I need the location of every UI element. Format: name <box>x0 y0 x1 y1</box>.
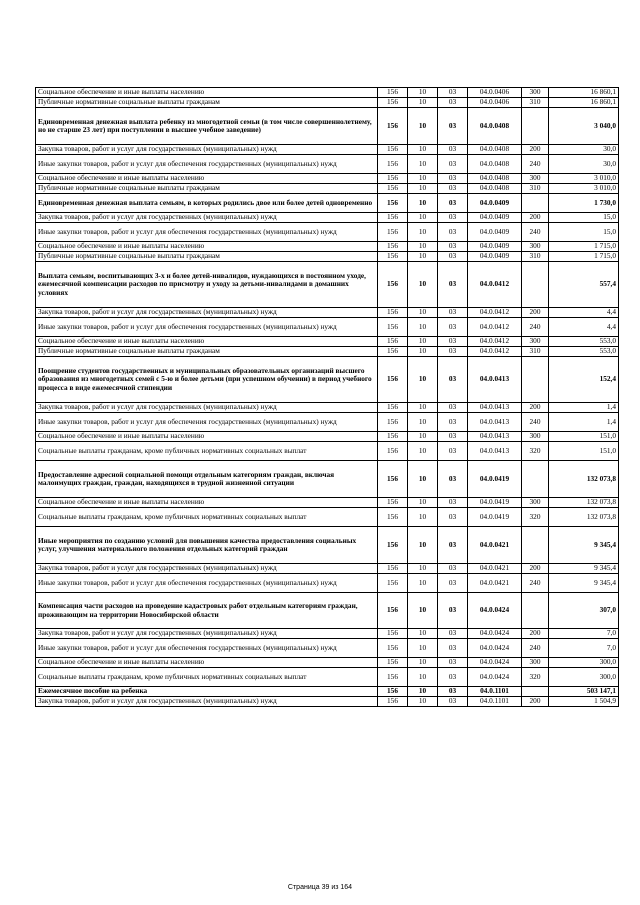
row-vr-code: 300 <box>522 242 549 252</box>
table-row <box>36 564 619 574</box>
row-vr-code: 200 <box>522 697 549 707</box>
table-row-section <box>36 357 619 403</box>
row-pr-code: 03 <box>438 564 468 574</box>
row-pr-code: 03 <box>438 593 468 629</box>
row-pr-code: 03 <box>438 461 468 498</box>
row-sum: 151,0 <box>549 442 619 461</box>
row-vr-code: 310 <box>522 252 549 262</box>
row-sum: 1 504,9 <box>549 697 619 707</box>
budget-table <box>35 87 619 707</box>
row-gr-code: 156 <box>378 658 408 668</box>
row-vr-code: 320 <box>522 668 549 687</box>
row-name: Публичные нормативные социальные выплаты гражданам <box>36 184 378 194</box>
row-pr-code: 03 <box>438 308 468 318</box>
row-vr-code: 200 <box>522 564 549 574</box>
row-gr-code: 156 <box>378 337 408 347</box>
row-sum: 1 715,0 <box>549 242 619 252</box>
row-rz-code: 10 <box>408 337 438 347</box>
row-pr-code: 03 <box>438 658 468 668</box>
row-name: Закупка товаров, работ и услуг для государственных (муниципальных) нужд <box>36 145 378 155</box>
row-vr-code: 310 <box>522 184 549 194</box>
row-csr-code: 04.0.0421 <box>468 574 522 593</box>
table-row <box>36 432 619 442</box>
row-sum: 300,0 <box>549 668 619 687</box>
row-sum: 16 860,1 <box>549 88 619 98</box>
row-pr-code: 03 <box>438 194 468 213</box>
row-name: Социальное обеспечение и иные выплаты населению <box>36 174 378 184</box>
row-csr-code: 04.0.0424 <box>468 593 522 629</box>
row-vr-code: 320 <box>522 508 549 527</box>
row-sum: 9 345,4 <box>549 564 619 574</box>
row-gr-code: 156 <box>378 403 408 413</box>
row-rz-code: 10 <box>408 145 438 155</box>
table-row <box>36 442 619 461</box>
row-sum: 1 730,0 <box>549 194 619 213</box>
row-sum: 1,4 <box>549 403 619 413</box>
table-row-section <box>36 262 619 308</box>
row-pr-code: 03 <box>438 413 468 432</box>
row-rz-code: 10 <box>408 527 438 564</box>
row-rz-code: 10 <box>408 155 438 174</box>
row-pr-code: 03 <box>438 155 468 174</box>
row-pr-code: 03 <box>438 88 468 98</box>
row-csr-code: 04.0.0409 <box>468 223 522 242</box>
row-csr-code: 04.0.1101 <box>468 697 522 707</box>
row-rz-code: 10 <box>408 697 438 707</box>
row-vr-code: 310 <box>522 347 549 357</box>
row-rz-code: 10 <box>408 413 438 432</box>
row-rz-code: 10 <box>408 308 438 318</box>
row-gr-code: 156 <box>378 498 408 508</box>
row-name: Социальные выплаты гражданам, кроме публичных нормативных социальных выплат <box>36 442 378 461</box>
row-name: Социальные выплаты гражданам, кроме публичных нормативных социальных выплат <box>36 508 378 527</box>
row-sum: 30,0 <box>549 145 619 155</box>
row-gr-code: 156 <box>378 347 408 357</box>
row-pr-code: 03 <box>438 262 468 308</box>
row-gr-code: 156 <box>378 174 408 184</box>
row-vr-code: 240 <box>522 155 549 174</box>
row-vr-code <box>522 461 549 498</box>
row-pr-code: 03 <box>438 184 468 194</box>
row-csr-code: 04.0.0412 <box>468 337 522 347</box>
row-gr-code: 156 <box>378 461 408 498</box>
row-sum: 3 040,0 <box>549 108 619 145</box>
row-pr-code: 03 <box>438 174 468 184</box>
row-gr-code: 156 <box>378 574 408 593</box>
row-sum: 30,0 <box>549 155 619 174</box>
row-sum: 1,4 <box>549 413 619 432</box>
row-csr-code: 04.0.0412 <box>468 347 522 357</box>
row-csr-code: 04.0.0419 <box>468 461 522 498</box>
row-gr-code: 156 <box>378 687 408 697</box>
row-pr-code: 03 <box>438 98 468 108</box>
row-sum: 4,4 <box>549 308 619 318</box>
row-gr-code: 156 <box>378 318 408 337</box>
row-csr-code: 04.0.0409 <box>468 194 522 213</box>
table-row <box>36 639 619 658</box>
row-rz-code: 10 <box>408 252 438 262</box>
row-csr-code: 04.0.0408 <box>468 108 522 145</box>
row-vr-code: 240 <box>522 639 549 658</box>
row-vr-code: 310 <box>522 98 549 108</box>
row-pr-code: 03 <box>438 697 468 707</box>
row-name: Закупка товаров, работ и услуг для государственных (муниципальных) нужд <box>36 697 378 707</box>
row-csr-code: 04.0.0408 <box>468 155 522 174</box>
row-name: Иные закупки товаров, работ и услуг для обеспечения государственных (муниципальных) нужд <box>36 639 378 658</box>
row-gr-code: 156 <box>378 242 408 252</box>
row-rz-code: 10 <box>408 184 438 194</box>
row-name: Иные закупки товаров, работ и услуг для обеспечения государственных (муниципальных) нужд <box>36 155 378 174</box>
row-csr-code: 04.0.0413 <box>468 413 522 432</box>
table-row <box>36 155 619 174</box>
row-pr-code: 03 <box>438 498 468 508</box>
row-vr-code <box>522 527 549 564</box>
row-csr-code: 04.0.0424 <box>468 668 522 687</box>
row-pr-code: 03 <box>438 242 468 252</box>
row-name: Иные закупки товаров, работ и услуг для обеспечения государственных (муниципальных) нужд <box>36 413 378 432</box>
table-row <box>36 223 619 242</box>
row-vr-code <box>522 357 549 403</box>
row-pr-code: 03 <box>438 574 468 593</box>
row-rz-code: 10 <box>408 223 438 242</box>
row-name: Публичные нормативные социальные выплаты гражданам <box>36 347 378 357</box>
row-pr-code: 03 <box>438 432 468 442</box>
row-sum: 553,0 <box>549 337 619 347</box>
table-row <box>36 697 619 707</box>
row-vr-code <box>522 262 549 308</box>
row-csr-code: 04.0.0406 <box>468 88 522 98</box>
row-pr-code: 03 <box>438 252 468 262</box>
row-csr-code: 04.0.1101 <box>468 687 522 697</box>
row-name: Социальное обеспечение и иные выплаты населению <box>36 658 378 668</box>
table-row <box>36 88 619 98</box>
row-vr-code <box>522 108 549 145</box>
row-gr-code: 156 <box>378 413 408 432</box>
row-sum: 9 345,4 <box>549 527 619 564</box>
table-row-section <box>36 527 619 564</box>
row-gr-code: 156 <box>378 194 408 213</box>
row-gr-code: 156 <box>378 527 408 564</box>
row-gr-code: 156 <box>378 442 408 461</box>
row-csr-code: 04.0.0412 <box>468 308 522 318</box>
row-pr-code: 03 <box>438 213 468 223</box>
row-name: Закупка товаров, работ и услуг для государственных (муниципальных) нужд <box>36 629 378 639</box>
row-rz-code: 10 <box>408 564 438 574</box>
row-sum: 132 073,8 <box>549 498 619 508</box>
row-sum: 1 715,0 <box>549 252 619 262</box>
row-vr-code: 200 <box>522 308 549 318</box>
row-rz-code: 10 <box>408 174 438 184</box>
row-gr-code: 156 <box>378 108 408 145</box>
row-csr-code: 04.0.0409 <box>468 242 522 252</box>
row-rz-code: 10 <box>408 357 438 403</box>
row-sum: 9 345,4 <box>549 574 619 593</box>
row-vr-code: 240 <box>522 413 549 432</box>
row-vr-code: 300 <box>522 432 549 442</box>
table-row <box>36 184 619 194</box>
row-name: Компенсация части расходов на проведение кадастровых работ отдельным категориям граждан, проживающим на территории Новосибирской области <box>36 593 378 629</box>
row-pr-code: 03 <box>438 442 468 461</box>
row-name: Иные мероприятия по созданию условий для повышения качества предоставления социальных услуг, улучшения материального положения отдельных категорий граждан <box>36 527 378 564</box>
row-vr-code: 320 <box>522 442 549 461</box>
row-vr-code: 200 <box>522 145 549 155</box>
row-vr-code <box>522 593 549 629</box>
row-csr-code: 04.0.0413 <box>468 403 522 413</box>
row-sum: 15,0 <box>549 213 619 223</box>
row-gr-code: 156 <box>378 223 408 242</box>
row-name: Иные закупки товаров, работ и услуг для обеспечения государственных (муниципальных) нужд <box>36 574 378 593</box>
row-csr-code: 04.0.0424 <box>468 639 522 658</box>
row-gr-code: 156 <box>378 668 408 687</box>
row-gr-code: 156 <box>378 357 408 403</box>
table-row <box>36 498 619 508</box>
table-row-section <box>36 593 619 629</box>
table-row <box>36 413 619 432</box>
row-rz-code: 10 <box>408 108 438 145</box>
row-pr-code: 03 <box>438 357 468 403</box>
row-pr-code: 03 <box>438 145 468 155</box>
row-pr-code: 03 <box>438 318 468 337</box>
row-csr-code: 04.0.0413 <box>468 432 522 442</box>
row-name: Единовременная денежная выплата ребенку из многодетной семьи (в том числе совершеннолетнему, но не старше 23 лет) при поступлении в высшее учебное заведение) <box>36 108 378 145</box>
row-name: Социальное обеспечение и иные выплаты населению <box>36 432 378 442</box>
table-row-section <box>36 194 619 213</box>
row-gr-code: 156 <box>378 629 408 639</box>
row-rz-code: 10 <box>408 508 438 527</box>
row-name: Закупка товаров, работ и услуг для государственных (муниципальных) нужд <box>36 213 378 223</box>
row-csr-code: 04.0.0419 <box>468 498 522 508</box>
row-sum: 553,0 <box>549 347 619 357</box>
row-name: Социальные выплаты гражданам, кроме публичных нормативных социальных выплат <box>36 668 378 687</box>
row-csr-code: 04.0.0409 <box>468 213 522 223</box>
row-rz-code: 10 <box>408 318 438 337</box>
row-pr-code: 03 <box>438 668 468 687</box>
row-name: Социальное обеспечение и иные выплаты населению <box>36 242 378 252</box>
table-row <box>36 629 619 639</box>
row-rz-code: 10 <box>408 593 438 629</box>
row-rz-code: 10 <box>408 461 438 498</box>
table-row <box>36 658 619 668</box>
row-csr-code: 04.0.0413 <box>468 357 522 403</box>
row-csr-code: 04.0.0406 <box>468 98 522 108</box>
row-pr-code: 03 <box>438 403 468 413</box>
row-vr-code: 200 <box>522 403 549 413</box>
row-rz-code: 10 <box>408 347 438 357</box>
table-row <box>36 403 619 413</box>
row-sum: 7,0 <box>549 629 619 639</box>
row-vr-code <box>522 687 549 697</box>
row-vr-code: 300 <box>522 498 549 508</box>
row-csr-code: 04.0.0424 <box>468 658 522 668</box>
row-rz-code: 10 <box>408 639 438 658</box>
row-gr-code: 156 <box>378 155 408 174</box>
row-vr-code: 200 <box>522 629 549 639</box>
row-sum: 132 073,8 <box>549 508 619 527</box>
row-rz-code: 10 <box>408 213 438 223</box>
table-row-section <box>36 108 619 145</box>
table-row <box>36 242 619 252</box>
row-gr-code: 156 <box>378 593 408 629</box>
row-sum: 15,0 <box>549 223 619 242</box>
row-csr-code: 04.0.0413 <box>468 442 522 461</box>
row-pr-code: 03 <box>438 347 468 357</box>
row-rz-code: 10 <box>408 88 438 98</box>
table-row <box>36 508 619 527</box>
row-rz-code: 10 <box>408 262 438 308</box>
table-row <box>36 318 619 337</box>
row-gr-code: 156 <box>378 213 408 223</box>
row-name: Публичные нормативные социальные выплаты гражданам <box>36 98 378 108</box>
row-rz-code: 10 <box>408 629 438 639</box>
row-name: Социальное обеспечение и иные выплаты населению <box>36 88 378 98</box>
row-csr-code: 04.0.0412 <box>468 318 522 337</box>
row-csr-code: 04.0.0421 <box>468 527 522 564</box>
row-sum: 152,4 <box>549 357 619 403</box>
row-name: Ежемесячное пособие на ребенка <box>36 687 378 697</box>
table-row-section <box>36 687 619 697</box>
row-vr-code: 300 <box>522 337 549 347</box>
row-name: Закупка товаров, работ и услуг для государственных (муниципальных) нужд <box>36 308 378 318</box>
row-vr-code: 240 <box>522 223 549 242</box>
row-gr-code: 156 <box>378 432 408 442</box>
row-name: Публичные нормативные социальные выплаты гражданам <box>36 252 378 262</box>
row-sum: 3 010,0 <box>549 184 619 194</box>
row-name: Закупка товаров, работ и услуг для государственных (муниципальных) нужд <box>36 564 378 574</box>
row-pr-code: 03 <box>438 108 468 145</box>
row-vr-code: 300 <box>522 658 549 668</box>
page-number: Страница 39 из 164 <box>287 884 353 891</box>
row-sum: 7,0 <box>549 639 619 658</box>
row-gr-code: 156 <box>378 508 408 527</box>
row-gr-code: 156 <box>378 308 408 318</box>
row-vr-code: 240 <box>522 574 549 593</box>
row-vr-code: 240 <box>522 318 549 337</box>
row-sum: 4,4 <box>549 318 619 337</box>
row-sum: 151,0 <box>549 432 619 442</box>
row-name: Выплата семьям, воспитывающих 3-х и более детей-инвалидов, нуждающихся в постоянном уходе, ежемесячной компенсации расходов по присмотру и уходу за детьми-инвалидами в домашних условиях <box>36 262 378 308</box>
row-sum: 300,0 <box>549 658 619 668</box>
row-csr-code: 04.0.0419 <box>468 508 522 527</box>
row-pr-code: 03 <box>438 687 468 697</box>
row-csr-code: 04.0.0424 <box>468 629 522 639</box>
row-gr-code: 156 <box>378 262 408 308</box>
row-name: Закупка товаров, работ и услуг для государственных (муниципальных) нужд <box>36 403 378 413</box>
row-rz-code: 10 <box>408 574 438 593</box>
row-gr-code: 156 <box>378 639 408 658</box>
table-row <box>36 252 619 262</box>
row-sum: 132 073,8 <box>549 461 619 498</box>
row-csr-code: 04.0.0408 <box>468 145 522 155</box>
row-csr-code: 04.0.0412 <box>468 262 522 308</box>
table-row <box>36 213 619 223</box>
table-row <box>36 337 619 347</box>
row-vr-code: 200 <box>522 213 549 223</box>
row-pr-code: 03 <box>438 223 468 242</box>
row-pr-code: 03 <box>438 337 468 347</box>
table-row <box>36 668 619 687</box>
row-gr-code: 156 <box>378 252 408 262</box>
table-row <box>36 308 619 318</box>
row-rz-code: 10 <box>408 658 438 668</box>
table-row <box>36 98 619 108</box>
row-name: Социальное обеспечение и иные выплаты населению <box>36 498 378 508</box>
row-vr-code: 300 <box>522 88 549 98</box>
row-rz-code: 10 <box>408 498 438 508</box>
row-sum: 503 147,1 <box>549 687 619 697</box>
row-gr-code: 156 <box>378 184 408 194</box>
row-pr-code: 03 <box>438 639 468 658</box>
table-row-section <box>36 461 619 498</box>
row-gr-code: 156 <box>378 98 408 108</box>
row-rz-code: 10 <box>408 403 438 413</box>
row-gr-code: 156 <box>378 697 408 707</box>
row-gr-code: 156 <box>378 145 408 155</box>
row-sum: 307,0 <box>549 593 619 629</box>
row-pr-code: 03 <box>438 508 468 527</box>
row-csr-code: 04.0.0421 <box>468 564 522 574</box>
row-name: Единовременная денежная выплата семьям, в которых родились двое или более детей одновременно <box>36 194 378 213</box>
row-csr-code: 04.0.0409 <box>468 252 522 262</box>
row-rz-code: 10 <box>408 687 438 697</box>
row-rz-code: 10 <box>408 668 438 687</box>
row-csr-code: 04.0.0408 <box>468 184 522 194</box>
row-vr-code: 300 <box>522 174 549 184</box>
table-row <box>36 174 619 184</box>
table-row <box>36 347 619 357</box>
row-gr-code: 156 <box>378 88 408 98</box>
row-sum: 16 860,1 <box>549 98 619 108</box>
row-rz-code: 10 <box>408 442 438 461</box>
row-sum: 557,4 <box>549 262 619 308</box>
row-pr-code: 03 <box>438 629 468 639</box>
row-rz-code: 10 <box>408 432 438 442</box>
table-row <box>36 574 619 593</box>
table-body <box>36 88 619 707</box>
row-rz-code: 10 <box>408 98 438 108</box>
table-row <box>36 145 619 155</box>
row-vr-code <box>522 194 549 213</box>
row-rz-code: 10 <box>408 194 438 213</box>
row-name: Социальное обеспечение и иные выплаты населению <box>36 337 378 347</box>
row-name: Иные закупки товаров, работ и услуг для обеспечения государственных (муниципальных) нужд <box>36 223 378 242</box>
row-rz-code: 10 <box>408 242 438 252</box>
row-sum: 3 010,0 <box>549 174 619 184</box>
row-name: Предоставление адресной социальной помощи отдельным категориям граждан, включая малоимущих граждан, граждан, находящихся в трудной жизненной ситуации <box>36 461 378 498</box>
row-gr-code: 156 <box>378 564 408 574</box>
row-pr-code: 03 <box>438 527 468 564</box>
row-csr-code: 04.0.0408 <box>468 174 522 184</box>
row-name: Иные закупки товаров, работ и услуг для обеспечения государственных (муниципальных) нужд <box>36 318 378 337</box>
row-name: Поощрение студентов государственных и муниципальных образовательных организаций высшего образования из многодетных семей с 5-ю и более детьми (при успешном обучении) в период учебного процесса в виде ежемесячной стипендии <box>36 357 378 403</box>
